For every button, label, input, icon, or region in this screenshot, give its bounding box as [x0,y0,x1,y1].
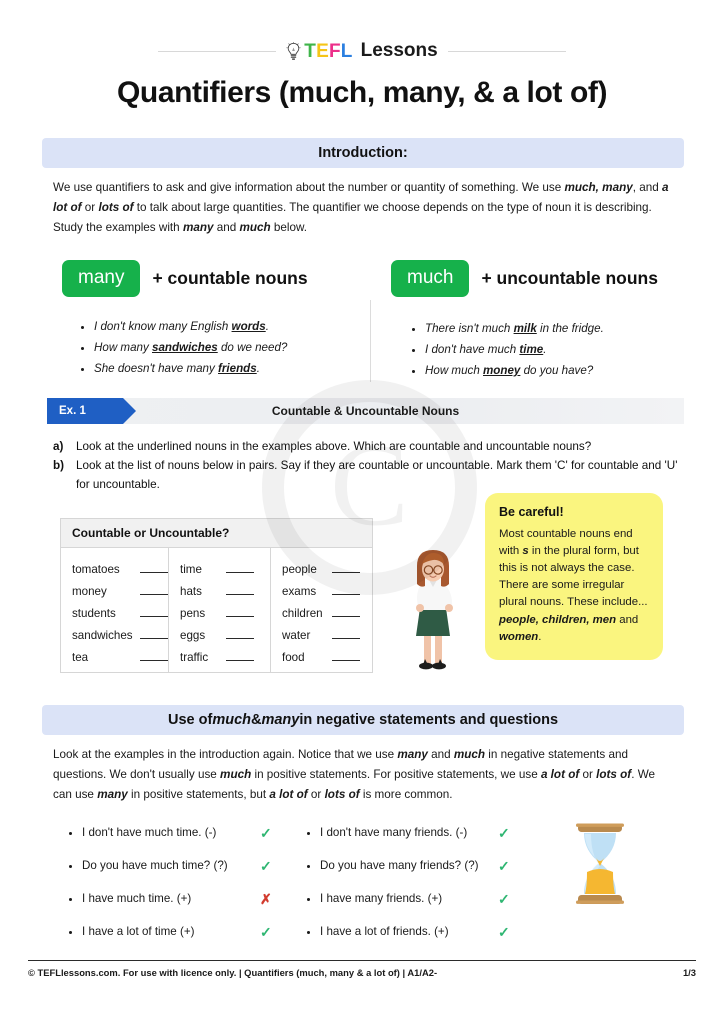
table-row [180,642,270,664]
instruction-row [53,457,683,495]
section2-text-part-5: much [220,768,252,782]
section2-text-part-10: . We can use [53,768,656,802]
intro-text-part-4: or [81,201,99,215]
section2-text-part-0: Look at the examples in the introduction again. Notice that we use [53,748,398,761]
much-example-list [403,318,700,381]
instruction-text-b: Look at the list of nouns below in pairs. Say if they are countable or uncountable. Mark them 'C' for countable and 'U' for uncountable. [76,458,678,491]
statement-text: • I have many friends. (+) [320,892,443,906]
much-example-item [425,339,700,360]
exercise1-instructions [53,438,683,495]
logo-letter-f: F [328,40,341,62]
table-row [180,598,270,620]
intro-text-part-8: and [213,221,240,235]
noun-label: food [282,651,305,664]
exercise1-badge [47,398,123,424]
footer-divider [28,960,696,961]
table-column [270,548,372,672]
section2-banner-text-part-4: in negative statements and questions [299,712,559,728]
many-pill-label: + countable nouns [152,268,308,288]
example-text-after: do you have? [520,364,594,378]
example-text-before: I don't know many English [94,320,232,333]
example-underlined-noun: time [519,343,544,357]
section2-paragraph [53,745,675,805]
callout-text-part-0: Most countable nouns end with [499,528,633,558]
section2-text-part-8: or [579,768,597,782]
section2-text-part-2: and [427,748,454,761]
noun-label: people [282,563,317,576]
statement-row [320,892,550,906]
example-text-before: I don't have much [425,343,520,357]
example-underlined-noun: money [483,364,521,378]
table-row [180,620,270,642]
logo-letter-l: L [340,40,353,62]
many-statement-item [320,859,550,873]
much-statement-item [82,925,312,939]
noun-label: pens [180,607,206,620]
section2-text-part-15: lots of [324,788,360,802]
lightbulb-icon [286,42,301,61]
statement-row [82,826,312,840]
noun-label: sandwiches [72,629,133,642]
much-example-item [425,318,700,339]
many-statement-item [320,892,550,906]
answer-blank[interactable] [332,659,360,661]
much-statement-item [82,892,312,906]
section2-text-part-16: is more common. [359,788,453,802]
noun-label: students [72,607,116,620]
callout-title: Be careful! [499,505,564,519]
noun-label: children [282,607,323,620]
logo-letters [304,42,352,61]
noun-label: money [72,585,107,598]
callout-text-part-1: s [522,545,529,558]
table-row [282,554,372,576]
table-row [282,642,372,664]
table-row [282,620,372,642]
noun-label: tomatoes [72,563,120,576]
many-pill: many [62,260,140,297]
callout-text-part-3: people, children, men [499,613,617,626]
much-pill: much [391,260,469,297]
section2-text-part-7: a lot of [540,768,580,782]
example-underlined-noun: sandwiches [152,341,218,355]
example-underlined-noun: friends [218,362,257,376]
many-example-item [94,337,364,358]
table-row [180,554,270,576]
example-text-before: How much [425,364,483,378]
answer-blank[interactable] [226,571,254,573]
noun-label: traffic [180,651,209,664]
section2-text-part-14: or [307,788,325,802]
statement-row [82,859,312,873]
section2-text-part-1: many [397,748,428,761]
instruction-row [53,438,683,457]
example-text-before: There isn't much [425,322,514,335]
many-example-item [94,316,364,337]
much-example-item [425,360,700,381]
check-icon: ✓ [498,924,510,940]
table-row [72,642,168,664]
section2-banner [42,705,684,735]
check-icon: ✓ [498,858,510,874]
woman-teacher-illustration [401,546,465,676]
example-underlined-noun: words [231,320,266,333]
table-body [61,548,372,672]
tefl-lessons-logo [276,40,447,62]
brand-rule-right [448,51,566,52]
example-text-before: How many [94,341,152,355]
answer-blank[interactable] [332,593,360,595]
answer-blank[interactable] [226,593,254,595]
intro-text-part-0: We use quantifiers to ask and give information about the number or quantity of something. We use [53,181,565,194]
footer-page-number: 1/3 [682,967,696,978]
noun-label: tea [72,651,89,664]
section2-banner-text-part-1: much [212,712,251,728]
be-careful-callout [485,493,663,660]
exercise1-badge-label: Ex. 1 [59,405,86,417]
section2-text-part-4: in negative statements and questions. We don't usually use [53,748,629,782]
brand-rule-left [158,51,276,52]
statement-row [320,925,550,939]
table-row [72,620,168,642]
example-text-after: . [256,362,260,376]
statement-text: • I have a lot of friends. (+) [320,925,449,939]
noun-label: hats [180,585,202,598]
introduction-banner-label: Introduction: [318,145,408,161]
noun-label: water [282,629,311,642]
section2-banner-text-part-2: & [250,712,262,728]
answer-blank[interactable] [226,659,254,661]
instruction-tag-a: a) [53,440,64,453]
statement-row [320,826,550,840]
instruction-tag-b: b) [53,458,65,472]
many-example-list [72,316,364,379]
check-icon: ✓ [260,858,272,874]
table-row [282,576,372,598]
footer-copyright: © TEFLlessons.com. For use with licence only. | Quantifiers (much, many & a lot of) | A1/A2- [28,967,438,978]
answer-blank[interactable] [140,593,168,595]
section2-text-part-13: a lot of [269,788,308,802]
answer-blank[interactable] [140,571,168,573]
callout-text-part-6: . [538,630,542,643]
intro-text-part-10: below. [270,221,308,235]
answer-blank[interactable] [332,571,360,573]
answer-blank[interactable] [140,615,168,617]
section2-text-part-11: many [97,788,128,802]
table-row [282,598,372,620]
table-row [72,554,168,576]
intro-text-part-1: much, many [564,181,633,194]
table-row [72,576,168,598]
statement-text: • I don't have many friends. (-) [320,826,468,840]
table-column [168,548,270,672]
callout-text-part-5: women [499,630,539,643]
section2-text-part-9: lots of [596,768,632,782]
much-pill-label: + uncountable nouns [481,268,658,288]
example-text-after: do we need? [217,341,288,355]
statement-text: • I have a lot of time (+) [82,925,195,939]
much-statement-item [82,859,312,873]
logo-letter-e: E [316,40,329,62]
answer-blank[interactable] [226,637,254,639]
much-statement-list [62,826,312,939]
statement-row [82,892,312,906]
callout-body [499,526,649,646]
section2-banner-text-part-0: Use of [167,712,213,728]
many-statement-item [320,925,550,939]
example-text-after: in the fridge. [536,322,604,335]
answer-blank[interactable] [332,615,360,617]
statement-row [82,925,312,939]
intro-text-part-6: to talk about large quantities. The quantifier we choose depends on the type of noun it is describing. Study the examples with [53,201,652,235]
example-underlined-noun: milk [513,322,537,335]
callout-text-part-2: in the plural form, but this is not always the case. There are some irregular plural nouns. These include... [499,545,648,609]
cross-icon: ✗ [260,891,272,907]
much-statement-item [82,826,312,840]
intro-text-part-9: much [239,221,271,235]
answer-blank[interactable] [332,637,360,639]
page-title: Quantifiers (much, many, & a lot of) [116,76,608,109]
many-example-item [94,358,364,379]
statement-text: • Do you have many friends? (?) [320,859,479,873]
section2-text-part-12: in positive statements, but [127,788,270,802]
statement-row [320,859,550,873]
check-icon: ✓ [260,825,272,841]
exercise1-title-text: Countable & Uncountable Nouns [271,404,460,418]
callout-text-part-4: and [616,613,639,626]
table-row [72,598,168,620]
check-icon: ✓ [498,891,510,907]
intro-text-part-7: many [182,221,214,235]
table-row [180,576,270,598]
countable-uncountable-table [60,518,373,673]
brand-header [0,40,724,62]
check-icon: ✓ [498,825,510,841]
column-divider [370,300,371,382]
section2-text-part-3: much [453,748,486,761]
section2-text-part-6: in positive statements. For positive statements, we use [251,768,541,782]
instruction-text-a: Look at the underlined nouns in the examples above. Which are countable and uncountable nouns? [76,440,592,453]
check-icon: ✓ [260,924,272,940]
table-header: Countable or Uncountable? [61,519,372,548]
section2-banner-text-part-3: many [261,712,300,728]
many-heading [62,260,308,297]
table-column [61,548,168,672]
answer-blank[interactable] [140,659,168,661]
answer-blank[interactable] [226,615,254,617]
logo-letter-t: T [304,40,317,62]
example-text-after: . [265,320,269,333]
much-heading [391,260,658,297]
statement-text: • Do you have much time? (?) [82,859,228,873]
exercise1-title [47,398,684,424]
example-text-before: She doesn't have many [94,362,219,376]
noun-label: time [180,563,202,576]
statement-text: • I have much time. (+) [82,892,192,906]
introduction-paragraph [53,178,675,238]
introduction-banner [42,138,684,168]
logo-word-lessons: Lessons [360,40,438,61]
intro-text-part-2: , and [632,181,662,194]
many-statement-item [320,826,550,840]
intro-text-part-3: a lot of [53,181,669,215]
intro-text-part-5: lots of [98,201,134,215]
answer-blank[interactable] [140,637,168,639]
example-text-after: . [543,343,547,357]
hourglass-illustration [572,822,628,906]
noun-label: eggs [180,629,206,642]
noun-label: exams [282,585,317,598]
statement-text: • I don't have much time. (-) [82,826,217,840]
many-statement-list [300,826,550,939]
